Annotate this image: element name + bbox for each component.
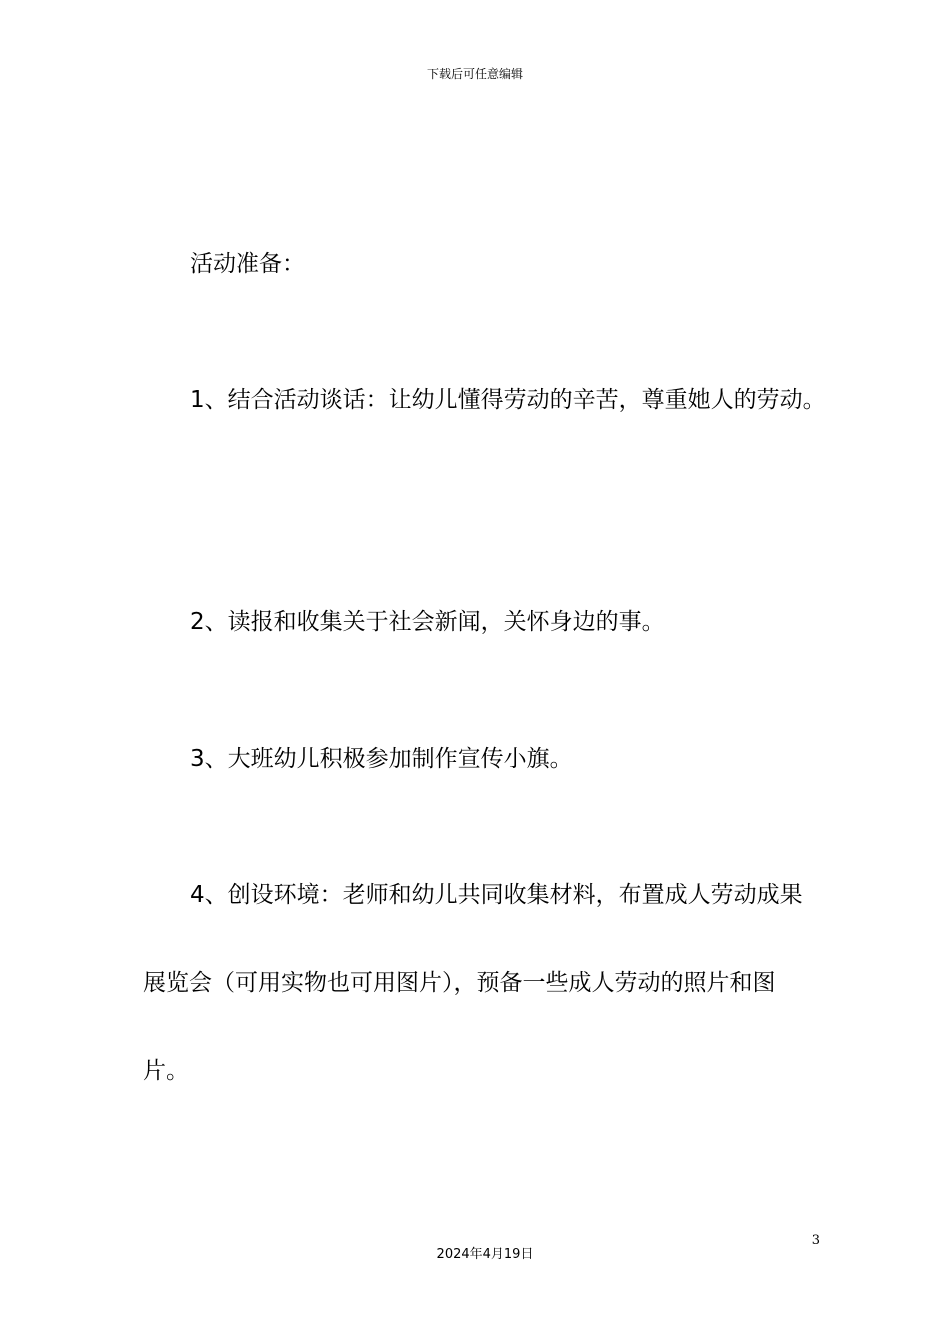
page-number: 3 (811, 1233, 820, 1248)
list-item-4-line-3: 片。 (143, 1058, 189, 1084)
list-item-2: 2、读报和收集关于社会新闻，关怀身边的事。 (190, 609, 665, 635)
list-item-4-line-1: 4、创设环境：老师和幼儿共同收集材料，布置成人劳动成果 (190, 882, 803, 908)
page-header: 下载后可任意编辑 (426, 67, 523, 81)
list-item-1: 1、结合活动谈话：让幼儿懂得劳动的辛苦，尊重她人的劳动。 (190, 387, 826, 413)
footer-date: 2024年4月19日 (436, 1247, 534, 1262)
list-item-3: 3、大班幼儿积极参加制作宣传小旗。 (190, 746, 573, 772)
list-item-4-line-2: 展览会（可用实物也可用图片），预备一些成人劳动的照片和图 (143, 970, 776, 996)
section-heading: 活动准备： (190, 251, 305, 277)
